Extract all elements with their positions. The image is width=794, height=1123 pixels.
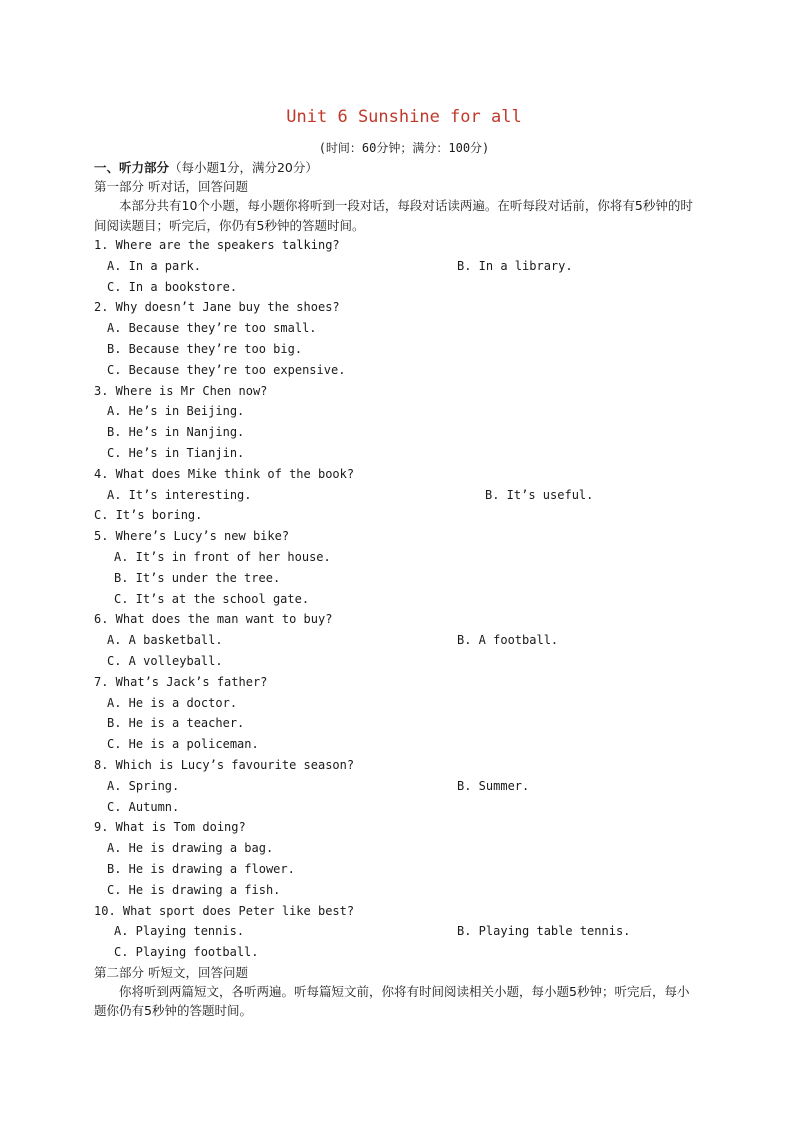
question-5-option-a-row bbox=[94, 547, 704, 568]
option-b: B. He’s in Nanjing. bbox=[107, 425, 245, 440]
option-c: C. A volleyball. bbox=[107, 653, 223, 668]
question-2-option-a-row bbox=[94, 318, 704, 339]
question-7-option-a-row bbox=[94, 693, 704, 714]
question-2-option-c-row bbox=[94, 360, 704, 381]
option-a: A. Spring. bbox=[107, 778, 180, 793]
option-c: C. He is drawing a fish. bbox=[107, 882, 281, 897]
question-9-option-a-row bbox=[94, 838, 704, 859]
question-9: 9. What is Tom doing? bbox=[94, 820, 246, 835]
question-2-option-b-row bbox=[94, 339, 704, 360]
option-a: A. He’s in Beijing. bbox=[107, 404, 245, 419]
question-8-options-row1 bbox=[94, 776, 704, 797]
option-c: C. He’s in Tianjin. bbox=[107, 445, 245, 460]
option-c: C. Playing football. bbox=[114, 945, 259, 960]
option-b: B. Playing table tennis. bbox=[457, 924, 631, 939]
question-10-options-row1 bbox=[94, 921, 704, 942]
question-5-option-c-row bbox=[94, 589, 704, 610]
option-b: B. Because they’re too big. bbox=[107, 341, 303, 356]
part1-title: 第一部分 听对话，回答问题 bbox=[94, 179, 248, 194]
question-7-option-c-row bbox=[94, 734, 704, 755]
question-1: 1. Where are the speakers talking? bbox=[94, 238, 340, 252]
option-b: B. A football. bbox=[457, 633, 559, 648]
question-3-option-c-row bbox=[94, 443, 704, 464]
part2-instructions: 你将听到两篇短文，各听两遍。听每篇短文前，你将有时间阅读相关小题，每小题5秒钟；听完后，每小题你仍有5秒钟的答题时间。 bbox=[94, 983, 690, 1019]
option-a: A. A basketball. bbox=[107, 633, 223, 648]
option-c: C. He is a policeman. bbox=[107, 737, 259, 752]
question-2: 2. Why doesn’t Jane buy the shoes? bbox=[94, 300, 340, 315]
part1-instructions: 本部分共有10个小题，每小题你将听到一段对话，每段对话读两遍。在听每段对话前，你将有5秒钟的时间阅读题目；听完后，你仍有5秒钟的答题时间。 bbox=[94, 198, 693, 233]
question-10: 10. What sport does Peter like best? bbox=[94, 903, 355, 918]
question-5-option-b-row bbox=[94, 568, 704, 589]
option-b: B. It’s under the tree. bbox=[114, 570, 281, 585]
question-6: 6. What does the man want to buy? bbox=[94, 612, 333, 627]
question-6-options-row2 bbox=[94, 651, 704, 672]
option-a: A. It’s in front of her house. bbox=[114, 549, 331, 564]
part2-title: 第二部分 听短文，回答问题 bbox=[94, 964, 248, 980]
option-a: A. It’s interesting. bbox=[107, 487, 252, 502]
option-a: A. He is drawing a bag. bbox=[107, 841, 274, 856]
question-7: 7. What’s Jack’s father? bbox=[94, 674, 268, 689]
question-4-options-row1 bbox=[94, 485, 704, 506]
option-b: B. In a library. bbox=[457, 258, 573, 273]
question-4-options-row2 bbox=[94, 505, 704, 526]
question-9-option-b-row bbox=[94, 859, 704, 880]
question-5: 5. Where’s Lucy’s new bike? bbox=[94, 529, 290, 544]
question-3: 3. Where is Mr Chen now? bbox=[94, 383, 268, 398]
option-a: A. He is a doctor. bbox=[107, 695, 238, 710]
option-a: A. In a park. bbox=[107, 258, 201, 273]
question-8: 8. Which is Lucy’s favourite season? bbox=[94, 757, 355, 772]
option-c: C. It’s boring. bbox=[94, 508, 203, 523]
option-b: B. He is a teacher. bbox=[107, 716, 245, 731]
section-heading-bold: 一、听力部分 bbox=[94, 160, 170, 175]
option-c: C. Autumn. bbox=[107, 799, 180, 814]
question-6-options-row1 bbox=[94, 630, 704, 651]
option-c: C. It’s at the school gate. bbox=[114, 591, 310, 606]
option-b: B. Summer. bbox=[457, 778, 530, 793]
question-9-option-c-row bbox=[94, 880, 704, 901]
question-4: 4. What does Mike think of the book? bbox=[94, 466, 355, 481]
option-a: A. Playing tennis. bbox=[114, 924, 245, 939]
document-page bbox=[94, 104, 704, 1021]
option-b: B. It’s useful. bbox=[485, 487, 594, 502]
option-c: C. In a bookstore. bbox=[107, 279, 238, 294]
question-1-options-row1 bbox=[94, 256, 704, 277]
option-b: B. He is drawing a flower. bbox=[107, 861, 295, 876]
option-c: C. Because they’re too expensive. bbox=[107, 362, 346, 377]
question-10-options-row2 bbox=[94, 942, 704, 963]
question-3-option-b-row bbox=[94, 422, 704, 443]
exam-info: (时间：60分钟；满分：100分) bbox=[318, 141, 490, 155]
question-7-option-b-row bbox=[94, 713, 704, 734]
page-title: Unit 6 Sunshine for all bbox=[286, 107, 522, 127]
section-heading-rest: （每小题1分，满分20分） bbox=[169, 160, 318, 175]
section-heading bbox=[94, 158, 704, 177]
question-3-option-a-row bbox=[94, 401, 704, 422]
question-8-options-row2 bbox=[94, 797, 704, 818]
question-1-options-row2 bbox=[94, 277, 704, 298]
option-a: A. Because they’re too small. bbox=[107, 321, 317, 336]
